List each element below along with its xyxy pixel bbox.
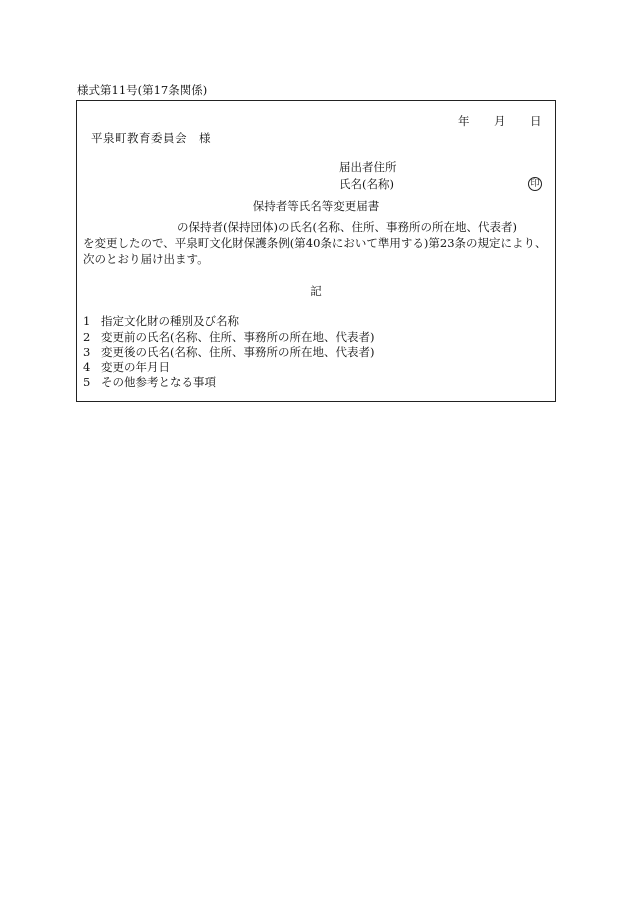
- item-number: 5: [83, 375, 91, 389]
- list-item: [83, 332, 374, 344]
- date-year-label: 年: [458, 114, 470, 128]
- form-number: 様式第11号(第17条関係): [77, 83, 208, 97]
- seal-mark-icon: 印: [528, 177, 542, 191]
- form-frame: [76, 100, 556, 402]
- applicant-address-label: 届出者住所: [339, 160, 397, 174]
- list-item: [83, 347, 374, 359]
- ki-heading: 記: [310, 284, 322, 298]
- item-text: 変更の年月日: [101, 360, 170, 374]
- item-number: 4: [83, 360, 91, 374]
- applicant-name-label: 氏名(名称): [339, 177, 394, 191]
- item-text: 変更後の氏名(名称、住所、事務所の所在地、代表者): [101, 345, 375, 359]
- list-item: [83, 377, 216, 389]
- body-line-1: の保持者(保持団体)の氏名(名称、住所、事務所の所在地、代表者): [177, 220, 517, 234]
- item-text: 変更前の氏名(名称、住所、事務所の所在地、代表者): [101, 330, 375, 344]
- addressee: 平泉町教育委員会 様: [91, 131, 211, 145]
- item-number: 3: [83, 345, 91, 359]
- date-day-label: 日: [530, 114, 542, 128]
- body-line-2: を変更したので、平泉町文化財保護条例(第40条において準用する)第23条の規定により、: [83, 236, 547, 250]
- item-number: 2: [83, 330, 91, 344]
- item-text: 指定文化財の種別及び名称: [101, 314, 239, 328]
- list-item: [83, 316, 239, 328]
- body-line-3: 次のとおり届け出ます。: [83, 252, 209, 266]
- document-title: 保持者等氏名等変更届書: [252, 199, 380, 213]
- item-text: その他参考となる事項: [101, 375, 216, 389]
- item-number: 1: [83, 314, 91, 328]
- date-month-label: 月: [494, 114, 506, 128]
- list-item: [83, 362, 170, 374]
